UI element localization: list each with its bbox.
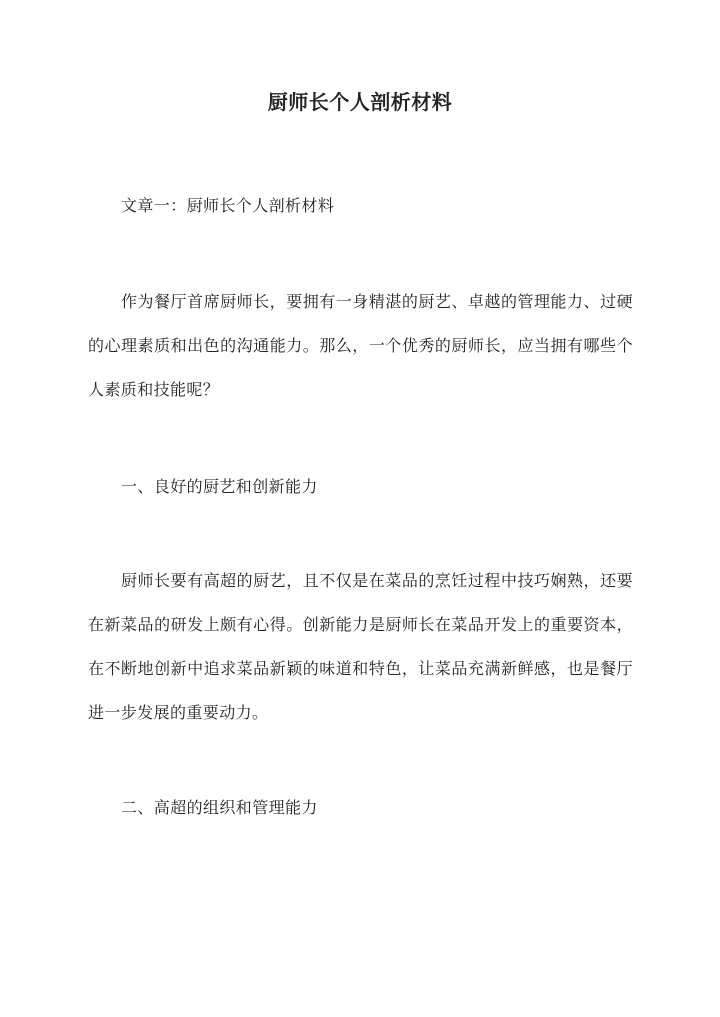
intro-paragraph: 作为餐厅首席厨师长，要拥有一身精湛的厨艺、卓越的管理能力、过硬的心理素质和出色的沟通能力。那么，一个优秀的厨师长，应当拥有哪些个人素质和技能呢？ — [88, 292, 633, 399]
document-title: 厨师长个人剖析材料 — [267, 90, 453, 114]
article-heading: 文章一：厨师长个人剖析材料 — [121, 196, 335, 215]
section2-heading: 二、高超的组织和管理能力 — [121, 798, 318, 817]
section1-heading: 一、良好的厨艺和创新能力 — [121, 477, 318, 496]
section1-paragraph: 厨师长要有高超的厨艺，且不仅是在菜品的烹饪过程中技巧娴熟，还要在新菜品的研发上颇有心得。创新能力是厨师长在菜品开发上的重要资本，在不断地创新中追求菜品新颖的味道和特色，让菜品充满新鲜感，也是餐厅进一步发展的重要动力。 — [88, 571, 633, 722]
